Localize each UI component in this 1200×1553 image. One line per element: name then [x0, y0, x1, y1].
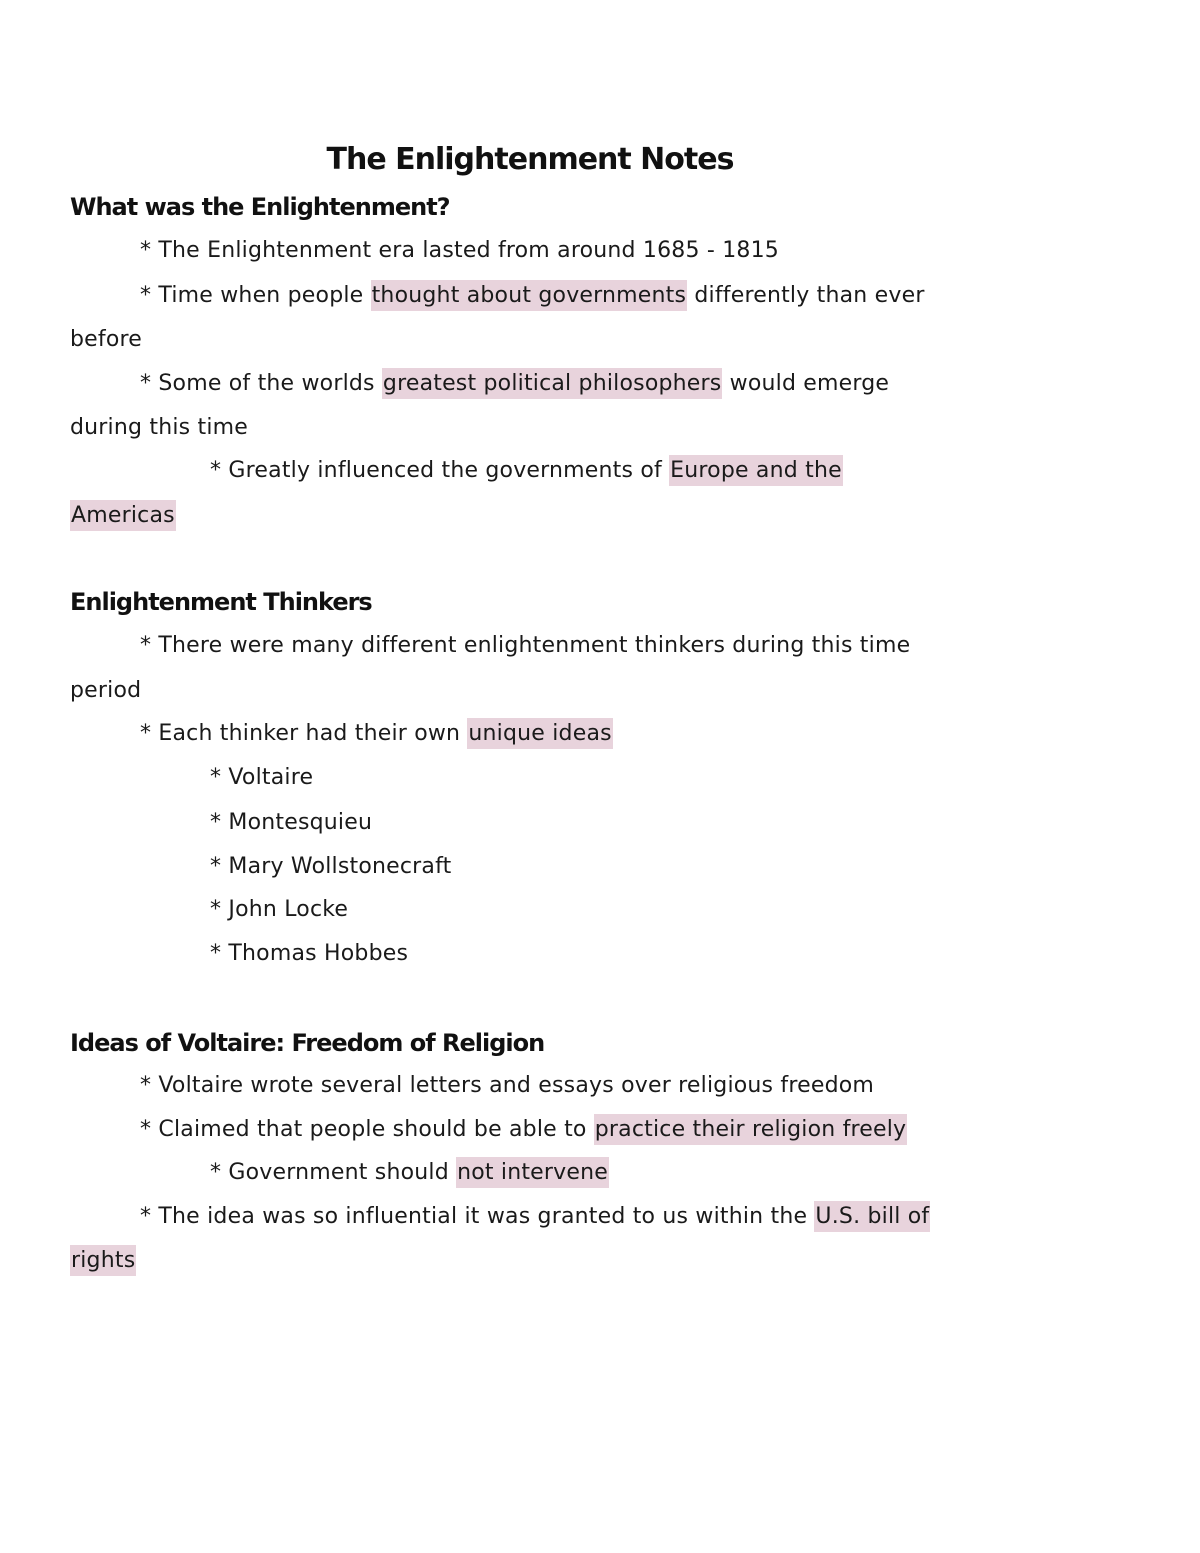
bullet-text: * Each thinker had their own	[140, 721, 468, 746]
bullet-continuation: before	[70, 327, 143, 352]
highlighted-text: U.S. bill of	[814, 1201, 930, 1232]
thinker-item: * Mary Wollstonecraft	[210, 854, 452, 879]
bullet-text: * The Enlightenment era lasted from around 1685 - 1815	[140, 238, 779, 263]
bullet-text: * Greatly influenced the governments of	[210, 458, 670, 483]
bullet-continuation	[70, 496, 176, 536]
bullet	[140, 714, 613, 754]
highlighted-text: not intervene	[456, 1157, 609, 1188]
bullet-continuation: during this time	[70, 415, 249, 440]
bullet-text: differently than ever	[687, 283, 925, 308]
bullet	[140, 626, 910, 666]
highlighted-text: greatest political philosophers	[382, 368, 723, 399]
highlighted-text: unique ideas	[467, 718, 612, 749]
section-heading: What was the Enlightenment?	[70, 193, 450, 221]
thinker-item: * John Locke	[210, 897, 349, 922]
bullet-text: * Government should	[210, 1160, 457, 1185]
bullet	[140, 364, 889, 404]
bullet	[140, 1066, 874, 1106]
thinker-item: * Thomas Hobbes	[210, 941, 409, 966]
sub-bullet	[210, 1153, 609, 1193]
bullet-continuation	[70, 1241, 136, 1281]
bullet	[140, 1197, 930, 1237]
bullet-text: * Claimed that people should be able to	[140, 1117, 594, 1142]
sub-bullet	[210, 451, 843, 491]
section-heading: Enlightenment Thinkers	[70, 588, 372, 616]
bullet-text: * There were many different enlightenment thinkers during this time	[140, 633, 911, 658]
bullet	[140, 1110, 907, 1150]
thinker-item: * Montesquieu	[210, 810, 373, 835]
highlighted-text: Americas	[70, 500, 176, 531]
bullet-text: would emerge	[722, 371, 890, 396]
bullet	[140, 231, 779, 271]
section-heading: Ideas of Voltaire: Freedom of Religion	[70, 1029, 545, 1057]
bullet	[140, 276, 925, 316]
bullet-text: * The idea was so influential it was granted to us within the	[140, 1204, 815, 1229]
highlighted-text: practice their religion freely	[594, 1114, 908, 1145]
bullet-text: * Some of the worlds	[140, 371, 382, 396]
bullet-text: * Time when people	[140, 283, 371, 308]
thinker-item: * Voltaire	[210, 765, 314, 790]
highlighted-text: Europe and the	[669, 455, 843, 486]
highlighted-text: thought about governments	[371, 280, 688, 311]
page-title: The Enlightenment Notes	[326, 142, 734, 177]
highlighted-text: rights	[70, 1245, 136, 1276]
bullet-continuation: period	[70, 678, 142, 703]
bullet-text: * Voltaire wrote several letters and essays over religious freedom	[140, 1073, 875, 1098]
